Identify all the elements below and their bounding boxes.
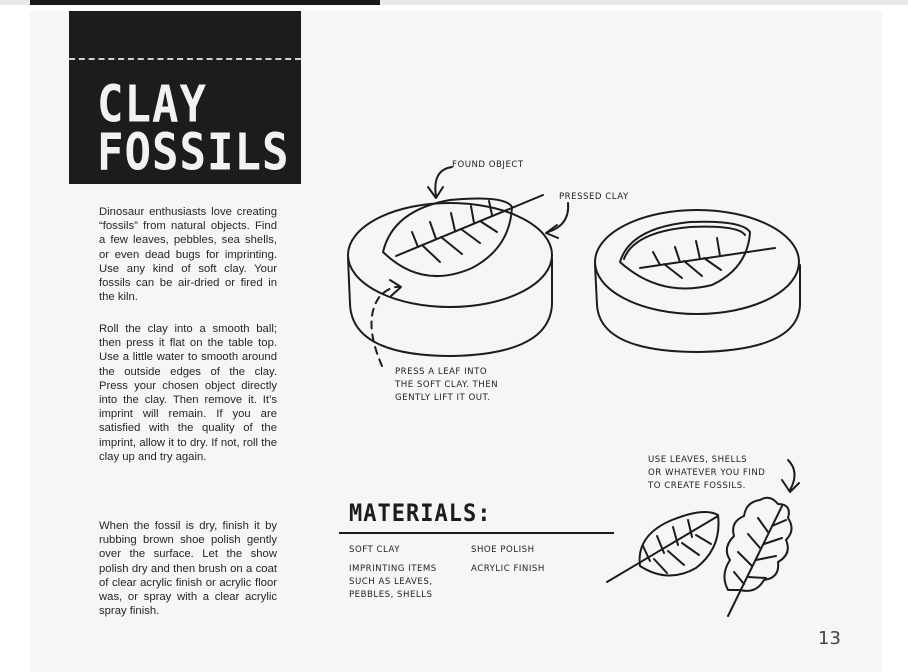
materials-heading: MATERIALS:	[349, 500, 492, 528]
leaves-note-line-2: OR WHATEVER YOU FIND	[648, 468, 766, 478]
leaves-note-arrow-icon	[788, 460, 795, 490]
materials-divider	[339, 532, 614, 534]
leaf-sample-1-icon	[607, 512, 719, 582]
material-right-1: SHOE POLISH	[471, 545, 535, 555]
found-object-arrow-icon	[435, 167, 452, 196]
material-left-3: SUCH AS LEAVES,	[349, 577, 433, 587]
pressed-clay-arrow-icon	[548, 203, 568, 232]
label-found-object: FOUND OBJECT	[452, 160, 524, 170]
leaves-note-line-3: TO CREATE FOSSILS.	[648, 481, 746, 491]
material-left-2: IMPRINTING ITEMS	[349, 564, 437, 574]
material-right-2: ACRYLIC FINISH	[471, 564, 545, 574]
paragraph-instructions: Roll the clay into a smooth ball; then press it flat on the table top. Use a little water to smooth around the outside edges of the clay. Press your chosen object directly into the clay. Then remove it. It’s imprint will remain. If you are satisfied with the quality of the imprint, allow it to dry. If not, roll the clay up and try again.	[99, 323, 277, 463]
leaf-sample-2-icon	[724, 498, 791, 616]
label-pressed-clay: PRESSED CLAY	[559, 192, 629, 202]
leaf-imprint-icon	[620, 222, 775, 289]
press-note-line-3: GENTLY LIFT IT OUT.	[395, 393, 491, 403]
material-left-4: PEBBLES, SHELLS	[349, 590, 433, 600]
title-line-1: CLAY	[97, 75, 207, 135]
title-line-2: FOSSILS	[97, 123, 290, 183]
press-note-line-2: THE SOFT CLAY. THEN	[395, 380, 499, 390]
paragraph-intro: Dinosaur enthusiasts love creating “fossils” from natural objects. Find a few leaves, pebbles, sea shells, or even dead bugs for imprinting. Use any kind of soft clay. Your fossils can be air-dried or fired in the kiln.	[99, 206, 277, 304]
paragraph-finishing: When the fossil is dry, finish it by rubbing brown shoe polish gently over the surface. Let the show polish dry and then brush on a coat of clear acrylic finish or acrylic floor was, or spray with a clear acrylic spray finish.	[99, 520, 277, 618]
clay-disc-left-icon	[348, 203, 552, 356]
page-number: 13	[818, 628, 841, 649]
material-left-1: SOFT CLAY	[349, 545, 400, 555]
leaves-note-line-1: USE LEAVES, SHELLS	[648, 455, 748, 465]
press-note-line-1: PRESS A LEAF INTO	[395, 367, 488, 377]
clay-disc-right-icon	[595, 210, 800, 352]
